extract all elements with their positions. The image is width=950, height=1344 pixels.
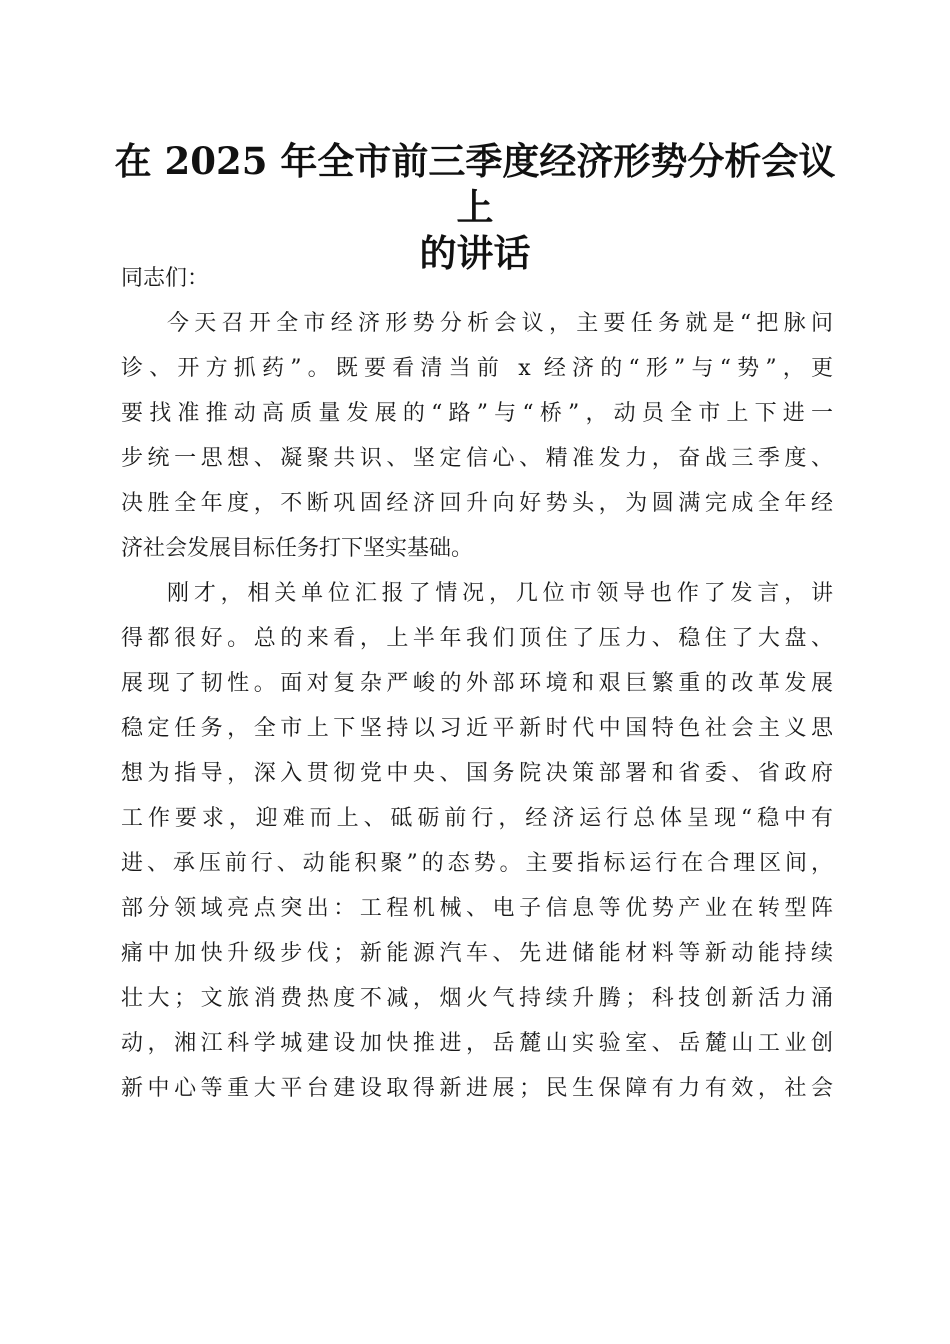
paragraph-2 [121,571,833,1111]
title-line: 的讲话 [419,231,531,275]
paragraph-line: 想为指导，深入贯彻党中央、国务院决策部署和省委、省政府 [121,761,833,786]
paragraph-line: 工作要求，迎难而上、砥砺前行，经济运行总体呈现“稳中有 [121,806,833,831]
paragraph-line: 刚才，相关单位汇报了情况，几位市领导也作了发言，讲 [167,581,833,606]
paragraph-line: 稳定任务，全市上下坚持以习近平新时代中国特色社会主义思 [121,716,833,741]
paragraph-line: 部分领域亮点突出：工程机械、电子信息等优势产业在转型阵 [121,896,833,921]
paragraph-line: 今天召开全市经济形势分析会议，主要任务就是“把脉问 [167,311,833,336]
paragraph-line: 新中心等重大平台建设取得新进展；民生保障有力有效，社会 [121,1076,833,1101]
title-line: 在 2025 年全市前三季度经济形势分析会议上 [114,139,836,229]
paragraph-1 [121,301,833,571]
paragraph-line: 决胜全年度，不断巩固经济回升向好势头，为圆满完成全年经 [121,491,833,516]
paragraph-line: 展现了韧性。面对复杂严峻的外部环境和艰巨繁重的改革发展 [121,671,833,696]
document-body [121,256,833,1111]
paragraph-line: 痛中加快升级步伐；新能源汽车、先进储能材料等新动能持续 [121,941,833,966]
paragraph-line: 要找准推动高质量发展的“路”与“桥”，动员全市上下进一 [121,401,833,426]
paragraph-line: 进、承压前行、动能积聚”的态势。主要指标运行在合理区间， [121,851,833,876]
paragraph-line: 步统一思想、凝聚共识、坚定信心、精准发力，奋战三季度、 [121,446,833,471]
paragraph-line: 济社会发展目标任务打下坚实基础。 [121,536,474,561]
paragraph-line: 得都很好。总的来看，上半年我们顶住了压力、稳住了大盘、 [121,626,833,651]
salutation: 同志们： [121,266,210,291]
paragraph-line: 壮大；文旅消费热度不减，烟火气持续升腾；科技创新活力涌 [121,986,833,1011]
paragraph-line: 诊、开方抓药”。既要看清当前 x 经济的“形”与“势”，更 [121,356,833,381]
paragraph-line: 动，湘江科学城建设加快推进，岳麓山实验室、岳麓山工业创 [121,1031,833,1056]
